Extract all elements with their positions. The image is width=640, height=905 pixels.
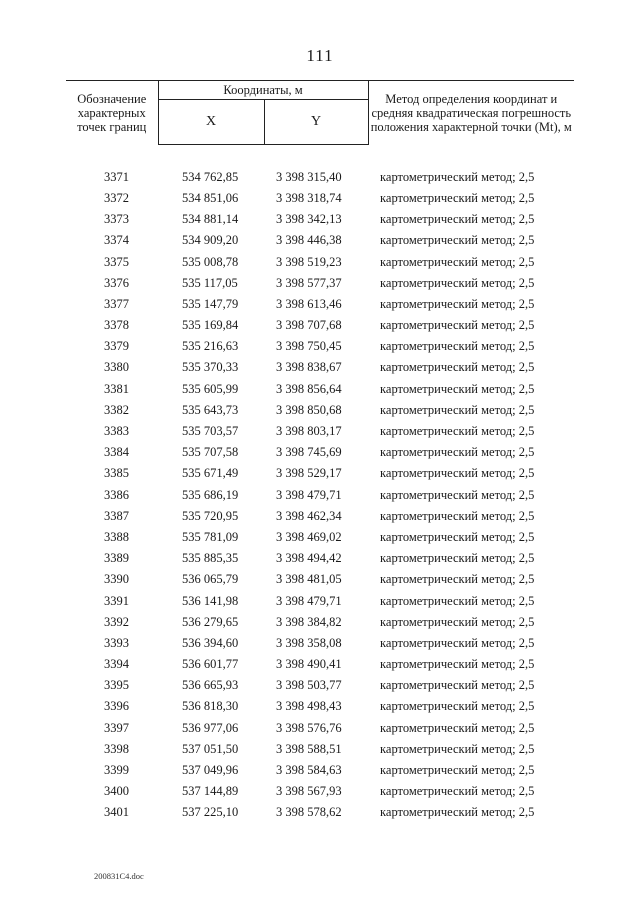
cell-point: 3399 bbox=[104, 763, 129, 778]
cell-method: картометрический метод; 2,5 bbox=[380, 360, 535, 375]
cell-x: 535 216,63 bbox=[182, 339, 239, 354]
cell-y: 3 398 479,71 bbox=[276, 487, 342, 502]
cell-method: картометрический метод; 2,5 bbox=[380, 593, 535, 608]
cell-y: 3 398 529,17 bbox=[276, 466, 342, 481]
cell-x: 537 049,96 bbox=[182, 763, 239, 778]
cell-point: 3381 bbox=[104, 381, 129, 396]
cell-method: картометрический метод; 2,5 bbox=[380, 233, 535, 248]
table-row bbox=[66, 166, 574, 187]
cell-y: 3 398 384,82 bbox=[276, 614, 342, 629]
cell-x: 536 977,06 bbox=[182, 720, 239, 735]
cell-y: 3 398 838,67 bbox=[276, 360, 342, 375]
table-row bbox=[66, 187, 574, 208]
table-row bbox=[66, 251, 574, 272]
cell-point: 3380 bbox=[104, 360, 129, 375]
cell-point: 3395 bbox=[104, 678, 129, 693]
header-x: X bbox=[158, 100, 264, 145]
cell-x: 535 605,99 bbox=[182, 381, 239, 396]
cell-x: 536 394,60 bbox=[182, 635, 239, 650]
table-row bbox=[66, 209, 574, 230]
cell-point: 3394 bbox=[104, 657, 129, 672]
cell-point: 3385 bbox=[104, 466, 129, 481]
cell-method: картометрический метод; 2,5 bbox=[380, 424, 535, 439]
table-row bbox=[66, 759, 574, 780]
table-row bbox=[66, 315, 574, 336]
cell-method: картометрический метод; 2,5 bbox=[380, 784, 535, 799]
cell-y: 3 398 576,76 bbox=[276, 720, 342, 735]
cell-point: 3400 bbox=[104, 784, 129, 799]
cell-point: 3371 bbox=[104, 169, 129, 184]
cell-point: 3386 bbox=[104, 487, 129, 502]
table-row bbox=[66, 336, 574, 357]
cell-method: картометрический метод; 2,5 bbox=[380, 169, 535, 184]
table-row bbox=[66, 230, 574, 251]
cell-x: 536 601,77 bbox=[182, 657, 239, 672]
cell-method: картометрический метод; 2,5 bbox=[380, 339, 535, 354]
cell-x: 535 707,58 bbox=[182, 445, 239, 460]
table-row bbox=[66, 399, 574, 420]
cell-method: картометрический метод; 2,5 bbox=[380, 254, 535, 269]
cell-method: картометрический метод; 2,5 bbox=[380, 720, 535, 735]
coordinates-table bbox=[66, 80, 574, 823]
cell-point: 3392 bbox=[104, 614, 129, 629]
table-row bbox=[66, 463, 574, 484]
cell-point: 3382 bbox=[104, 402, 129, 417]
table-row bbox=[66, 293, 574, 314]
table-row bbox=[66, 632, 574, 653]
cell-point: 3390 bbox=[104, 572, 129, 587]
table-row bbox=[66, 738, 574, 759]
cell-point: 3388 bbox=[104, 529, 129, 544]
cell-method: картометрический метод; 2,5 bbox=[380, 402, 535, 417]
cell-point: 3372 bbox=[104, 190, 129, 205]
cell-point: 3397 bbox=[104, 720, 129, 735]
cell-method: картометрический метод; 2,5 bbox=[380, 508, 535, 523]
cell-y: 3 398 446,38 bbox=[276, 233, 342, 248]
header-method: Метод определения координат и средняя квадратическая погрешность положения характерной точки (Mt), м bbox=[368, 81, 574, 145]
cell-x: 535 169,84 bbox=[182, 318, 239, 333]
cell-method: картометрический метод; 2,5 bbox=[380, 657, 535, 672]
cell-x: 535 781,09 bbox=[182, 529, 239, 544]
cell-y: 3 398 578,62 bbox=[276, 805, 342, 820]
cell-y: 3 398 577,37 bbox=[276, 275, 342, 290]
cell-method: картометрический метод; 2,5 bbox=[380, 275, 535, 290]
table-row bbox=[66, 675, 574, 696]
table-row bbox=[66, 611, 574, 632]
table-body bbox=[66, 145, 574, 824]
cell-point: 3376 bbox=[104, 275, 129, 290]
cell-x: 537 051,50 bbox=[182, 741, 239, 756]
cell-y: 3 398 462,34 bbox=[276, 508, 342, 523]
cell-method: картометрический метод; 2,5 bbox=[380, 699, 535, 714]
table-row bbox=[66, 781, 574, 802]
cell-x: 536 065,79 bbox=[182, 572, 239, 587]
table-row bbox=[66, 548, 574, 569]
cell-y: 3 398 803,17 bbox=[276, 424, 342, 439]
cell-x: 536 141,98 bbox=[182, 593, 239, 608]
table-row bbox=[66, 802, 574, 823]
cell-method: картометрический метод; 2,5 bbox=[380, 381, 535, 396]
cell-method: картометрический метод; 2,5 bbox=[380, 445, 535, 460]
cell-y: 3 398 745,69 bbox=[276, 445, 342, 460]
cell-y: 3 398 358,08 bbox=[276, 635, 342, 650]
cell-method: картометрический метод; 2,5 bbox=[380, 212, 535, 227]
cell-y: 3 398 856,64 bbox=[276, 381, 342, 396]
cell-y: 3 398 479,71 bbox=[276, 593, 342, 608]
cell-y: 3 398 519,23 bbox=[276, 254, 342, 269]
table-row bbox=[66, 569, 574, 590]
cell-method: картометрический метод; 2,5 bbox=[380, 551, 535, 566]
cell-x: 535 147,79 bbox=[182, 296, 239, 311]
table-row bbox=[66, 420, 574, 441]
table-row bbox=[66, 654, 574, 675]
footer-filename: 200831C4.doc bbox=[94, 871, 144, 881]
cell-method: картометрический метод; 2,5 bbox=[380, 487, 535, 502]
cell-y: 3 398 481,05 bbox=[276, 572, 342, 587]
cell-y: 3 398 469,02 bbox=[276, 529, 342, 544]
header-coordinates: Координаты, м bbox=[158, 81, 368, 100]
cell-y: 3 398 850,68 bbox=[276, 402, 342, 417]
table-row bbox=[66, 378, 574, 399]
cell-x: 535 643,73 bbox=[182, 402, 239, 417]
cell-point: 3374 bbox=[104, 233, 129, 248]
cell-point: 3387 bbox=[104, 508, 129, 523]
cell-point: 3393 bbox=[104, 635, 129, 650]
cell-point: 3384 bbox=[104, 445, 129, 460]
cell-point: 3373 bbox=[104, 212, 129, 227]
cell-x: 537 225,10 bbox=[182, 805, 239, 820]
cell-y: 3 398 494,42 bbox=[276, 551, 342, 566]
table-row bbox=[66, 590, 574, 611]
cell-method: картометрический метод; 2,5 bbox=[380, 572, 535, 587]
cell-method: картометрический метод; 2,5 bbox=[380, 466, 535, 481]
cell-x: 535 720,95 bbox=[182, 508, 239, 523]
cell-y: 3 398 503,77 bbox=[276, 678, 342, 693]
cell-y: 3 398 588,51 bbox=[276, 741, 342, 756]
table-row bbox=[66, 526, 574, 547]
table-row bbox=[66, 357, 574, 378]
cell-x: 536 665,93 bbox=[182, 678, 239, 693]
cell-y: 3 398 498,43 bbox=[276, 699, 342, 714]
cell-y: 3 398 567,93 bbox=[276, 784, 342, 799]
table-row bbox=[66, 696, 574, 717]
cell-x: 537 144,89 bbox=[182, 784, 239, 799]
cell-x: 534 909,20 bbox=[182, 233, 239, 248]
table-row bbox=[66, 717, 574, 738]
cell-method: картометрический метод; 2,5 bbox=[380, 318, 535, 333]
cell-x: 535 008,78 bbox=[182, 254, 239, 269]
cell-y: 3 398 490,41 bbox=[276, 657, 342, 672]
cell-point: 3391 bbox=[104, 593, 129, 608]
cell-x: 536 818,30 bbox=[182, 699, 239, 714]
cell-y: 3 398 342,13 bbox=[276, 212, 342, 227]
cell-point: 3389 bbox=[104, 551, 129, 566]
cell-y: 3 398 613,46 bbox=[276, 296, 342, 311]
cell-method: картометрический метод; 2,5 bbox=[380, 763, 535, 778]
cell-method: картометрический метод; 2,5 bbox=[380, 190, 535, 205]
table-row bbox=[66, 505, 574, 526]
cell-point: 3379 bbox=[104, 339, 129, 354]
cell-y: 3 398 318,74 bbox=[276, 190, 342, 205]
cell-y: 3 398 315,40 bbox=[276, 169, 342, 184]
cell-y: 3 398 584,63 bbox=[276, 763, 342, 778]
cell-y: 3 398 750,45 bbox=[276, 339, 342, 354]
cell-x: 534 851,06 bbox=[182, 190, 239, 205]
header-point-designation: Обозначение характерных точек границ bbox=[66, 81, 158, 145]
table-row bbox=[66, 442, 574, 463]
cell-method: картометрический метод; 2,5 bbox=[380, 635, 535, 650]
cell-x: 535 370,33 bbox=[182, 360, 239, 375]
cell-method: картометрический метод; 2,5 bbox=[380, 741, 535, 756]
cell-x: 535 117,05 bbox=[182, 275, 238, 290]
table-row bbox=[66, 484, 574, 505]
cell-method: картометрический метод; 2,5 bbox=[380, 529, 535, 544]
cell-point: 3401 bbox=[104, 805, 129, 820]
cell-point: 3377 bbox=[104, 296, 129, 311]
cell-method: картометрический метод; 2,5 bbox=[380, 614, 535, 629]
page-number: 111 bbox=[306, 46, 334, 65]
cell-x: 535 885,35 bbox=[182, 551, 239, 566]
table-row bbox=[66, 272, 574, 293]
cell-x: 534 881,14 bbox=[182, 212, 239, 227]
cell-point: 3375 bbox=[104, 254, 129, 269]
cell-x: 535 703,57 bbox=[182, 424, 239, 439]
cell-x: 535 671,49 bbox=[182, 466, 239, 481]
cell-point: 3396 bbox=[104, 699, 129, 714]
cell-method: картометрический метод; 2,5 bbox=[380, 296, 535, 311]
cell-point: 3378 bbox=[104, 318, 129, 333]
cell-x: 534 762,85 bbox=[182, 169, 239, 184]
cell-method: картометрический метод; 2,5 bbox=[380, 805, 535, 820]
cell-y: 3 398 707,68 bbox=[276, 318, 342, 333]
cell-method: картометрический метод; 2,5 bbox=[380, 678, 535, 693]
cell-point: 3398 bbox=[104, 741, 129, 756]
cell-x: 535 686,19 bbox=[182, 487, 239, 502]
cell-x: 536 279,65 bbox=[182, 614, 239, 629]
cell-point: 3383 bbox=[104, 424, 129, 439]
header-y: Y bbox=[264, 100, 368, 145]
